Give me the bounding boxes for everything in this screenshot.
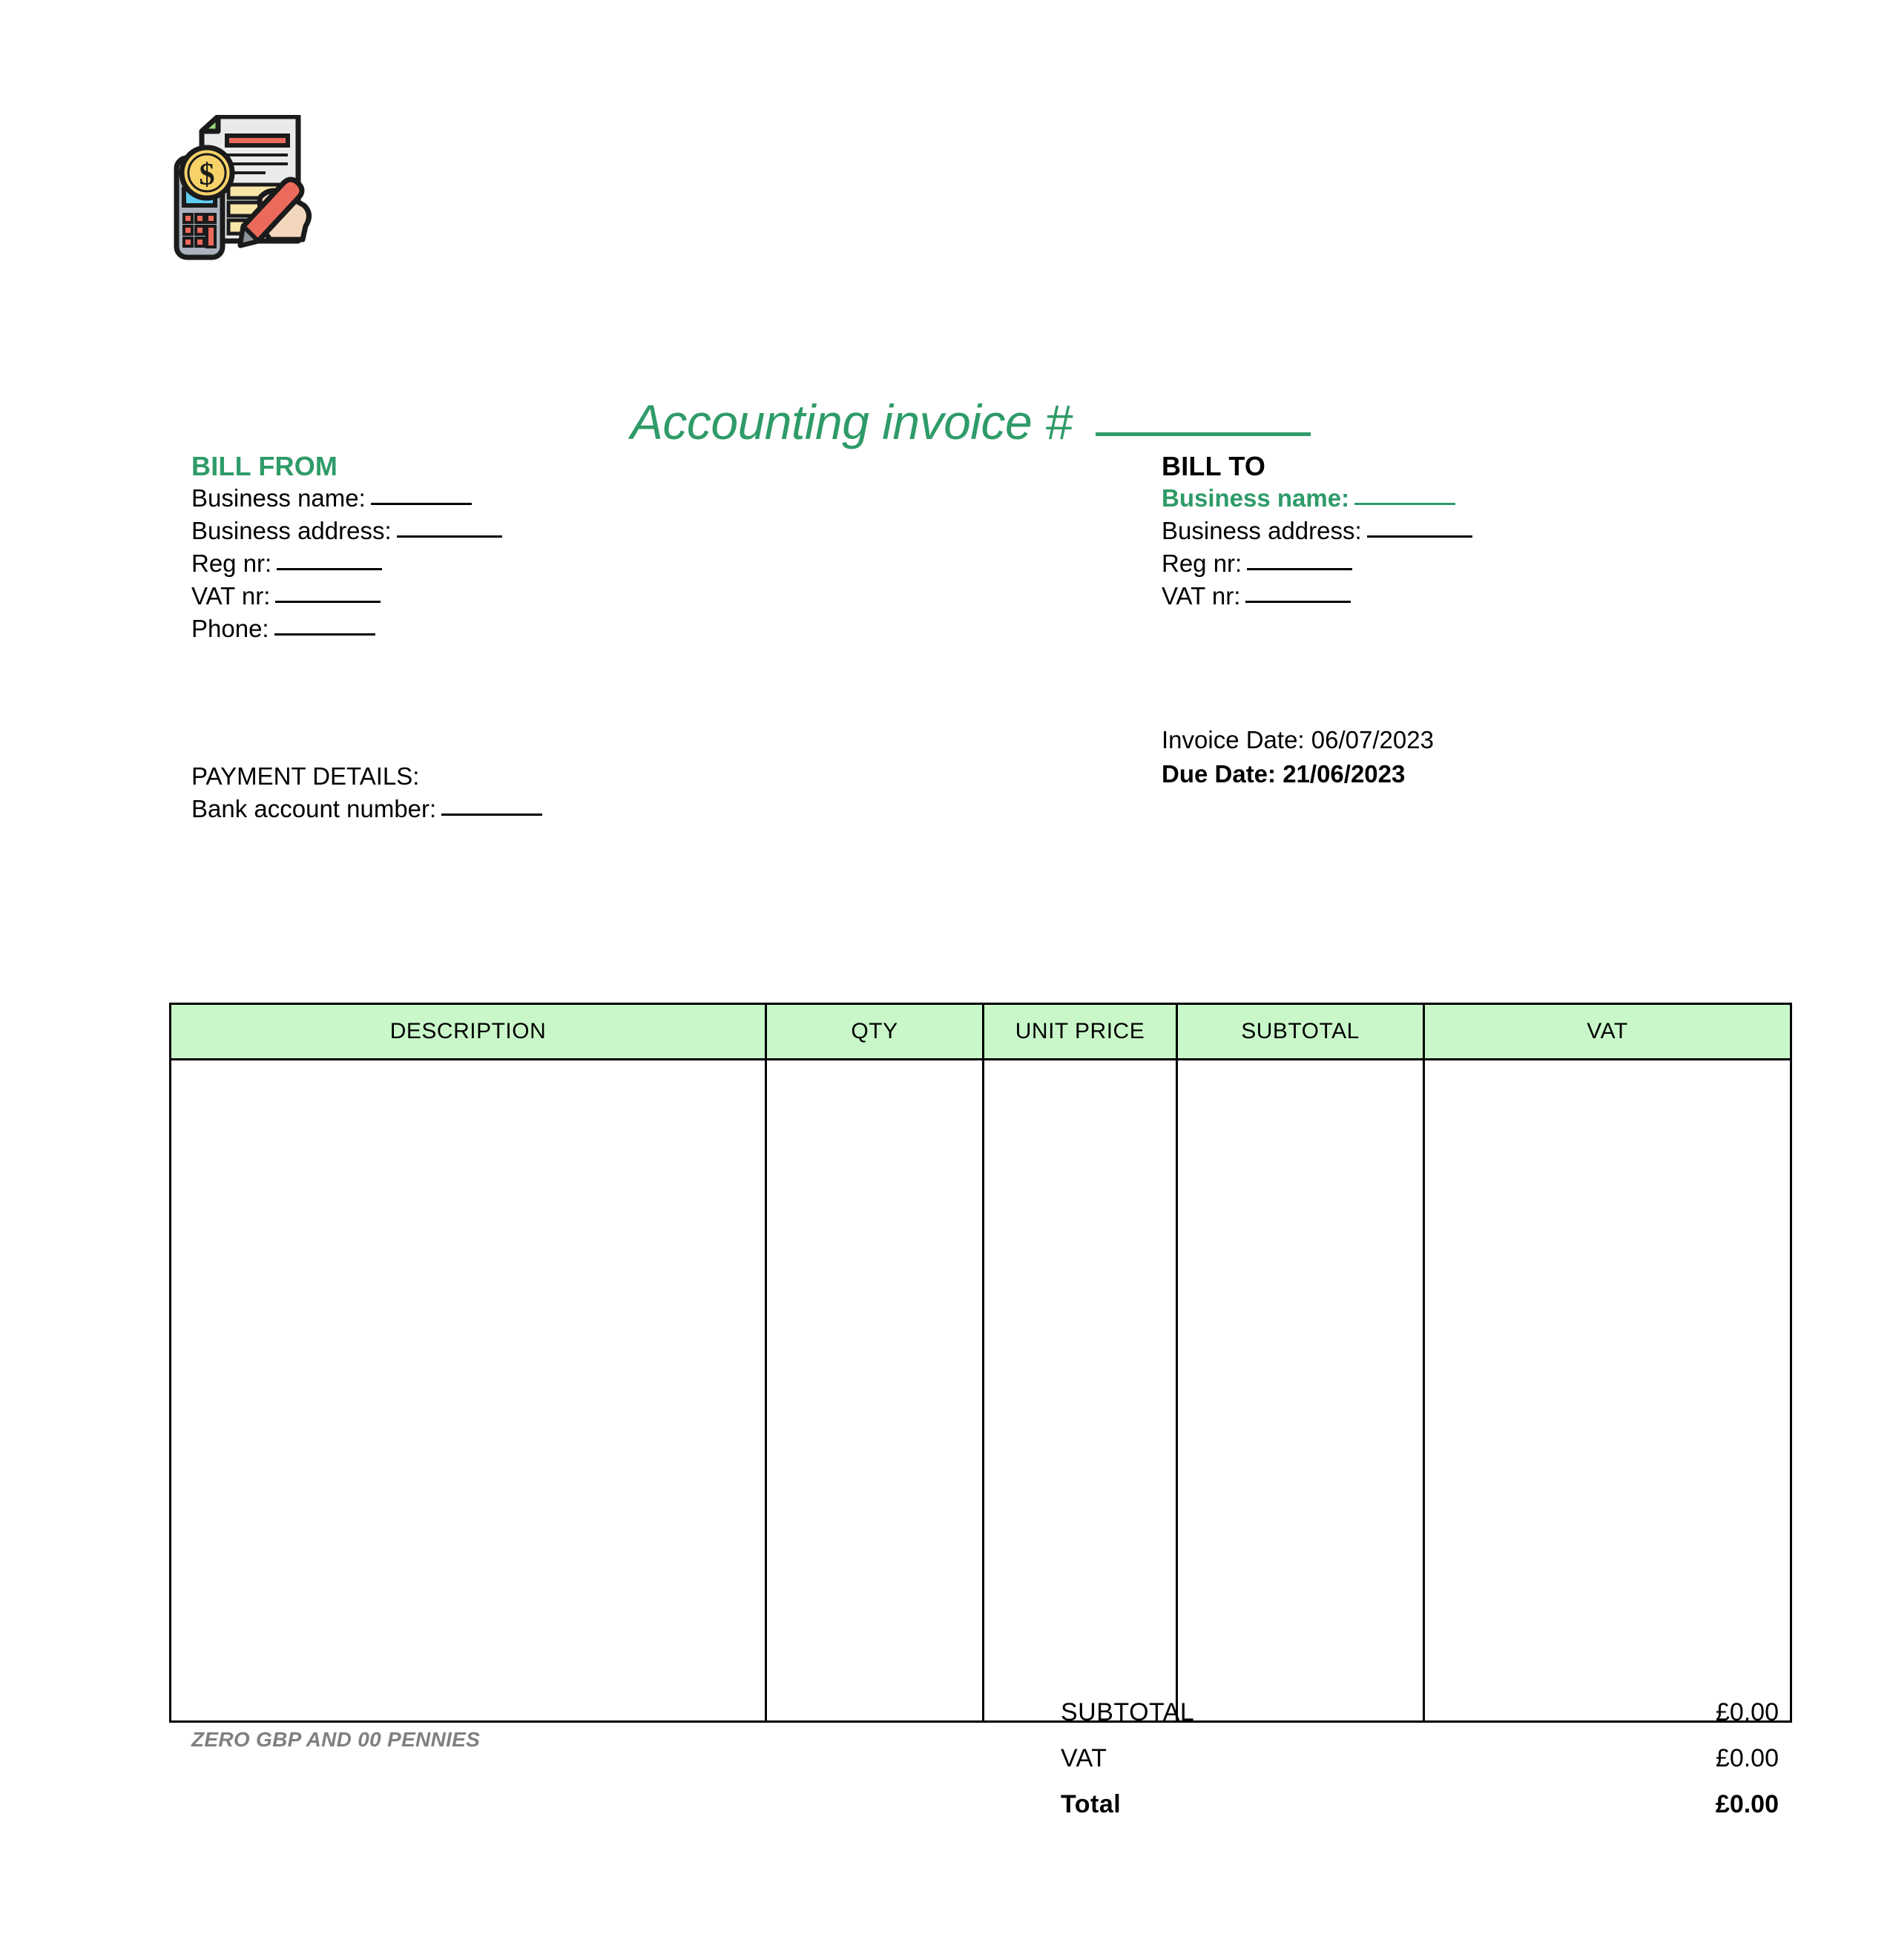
bill-from-heading: BILL FROM — [191, 451, 338, 481]
line-items-table-head — [171, 1004, 1791, 1060]
invoice-date-label: Invoice Date: — [1162, 726, 1305, 753]
payment-details-block — [191, 760, 542, 825]
cell-description[interactable] — [171, 1060, 766, 1722]
accounting-logo-icon — [172, 115, 320, 263]
cell-vat[interactable] — [1424, 1060, 1791, 1722]
bill-from-block — [191, 451, 502, 645]
subtotal-row — [1061, 1700, 1779, 1746]
invoice-date-row — [1162, 723, 1434, 757]
table-row — [171, 1060, 1791, 1722]
bill-from-vat-nr-input[interactable] — [275, 601, 381, 603]
bill-to-reg-nr-label: Reg nr: — [1162, 550, 1242, 578]
bill-to-business-address-row — [1162, 515, 1472, 547]
bill-from-business-name-input[interactable] — [371, 503, 472, 505]
bill-to-business-name-input[interactable] — [1354, 503, 1455, 505]
bank-account-row — [191, 793, 542, 825]
line-items-table — [169, 1003, 1792, 1726]
invoice-date-value: 06/07/2023 — [1311, 726, 1434, 753]
amount-in-words: ZERO GBP AND 00 PENNIES — [191, 1728, 481, 1751]
column-header-unit-price: UNIT PRICE — [984, 1004, 1177, 1060]
bill-from-reg-nr-label: Reg nr: — [191, 550, 272, 578]
bill-from-phone-row — [191, 613, 502, 645]
column-header-description: DESCRIPTION — [171, 1004, 766, 1060]
column-header-qty: QTY — [766, 1004, 984, 1060]
due-date-value: 21/06/2023 — [1282, 760, 1406, 788]
payment-details-heading: PAYMENT DETAILS: — [191, 762, 420, 790]
vat-label: VAT — [1061, 1744, 1107, 1772]
totals-block — [1061, 1700, 1779, 1838]
bill-to-business-name-label: Business name: — [1162, 484, 1350, 512]
bill-from-phone-label: Phone: — [191, 614, 269, 642]
bill-from-vat-nr-label: VAT nr: — [191, 582, 271, 610]
column-header-subtotal: SUBTOTAL — [1177, 1004, 1424, 1060]
bill-to-vat-nr-label: VAT nr: — [1162, 582, 1241, 610]
due-date-label: Due Date: — [1162, 760, 1277, 788]
bill-to-heading: BILL TO — [1162, 451, 1266, 481]
bill-to-reg-nr-row — [1162, 547, 1472, 580]
vat-row — [1061, 1746, 1779, 1792]
bank-account-input[interactable] — [441, 814, 542, 816]
invoice-title-text: Accounting invoice # — [630, 395, 1086, 449]
grand-total-label: Total — [1061, 1790, 1122, 1818]
vat-value: £0.00 — [1715, 1744, 1779, 1772]
bill-to-reg-nr-input[interactable] — [1247, 568, 1352, 570]
table-header-row — [171, 1004, 1791, 1060]
grand-total-value: £0.00 — [1715, 1790, 1779, 1818]
cell-qty[interactable] — [766, 1060, 984, 1722]
bill-to-business-address-label: Business address: — [1162, 517, 1362, 545]
grand-total-row — [1061, 1792, 1779, 1838]
bill-from-business-address-label: Business address: — [191, 517, 392, 545]
invoice-number-blank[interactable] — [1096, 432, 1311, 436]
line-items-table-body — [171, 1060, 1791, 1722]
invoice-dates-block — [1162, 723, 1434, 791]
bill-to-vat-nr-input[interactable] — [1245, 601, 1351, 603]
bill-from-vat-nr-row — [191, 580, 502, 613]
bill-to-business-name-row — [1162, 482, 1472, 515]
column-header-vat: VAT — [1424, 1004, 1791, 1060]
due-date-row — [1162, 757, 1434, 791]
bill-from-reg-nr-input[interactable] — [277, 568, 382, 570]
bank-account-label: Bank account number: — [191, 794, 437, 822]
subtotal-label: SUBTOTAL — [1061, 1698, 1195, 1726]
bill-from-business-address-input[interactable] — [397, 535, 502, 538]
bill-from-business-address-row — [191, 515, 502, 547]
bill-to-business-address-input[interactable] — [1367, 535, 1472, 538]
svg-text:$: $ — [199, 158, 215, 192]
cell-subtotal[interactable] — [1177, 1060, 1424, 1722]
cell-unit-price[interactable] — [984, 1060, 1177, 1722]
bill-to-block — [1162, 451, 1472, 613]
bill-to-vat-nr-row — [1162, 580, 1472, 613]
bill-from-business-name-row — [191, 482, 502, 515]
bill-from-business-name-label: Business name: — [191, 484, 366, 512]
bill-from-reg-nr-row — [191, 547, 502, 580]
subtotal-value: £0.00 — [1715, 1698, 1779, 1726]
bill-from-phone-input[interactable] — [274, 633, 375, 636]
